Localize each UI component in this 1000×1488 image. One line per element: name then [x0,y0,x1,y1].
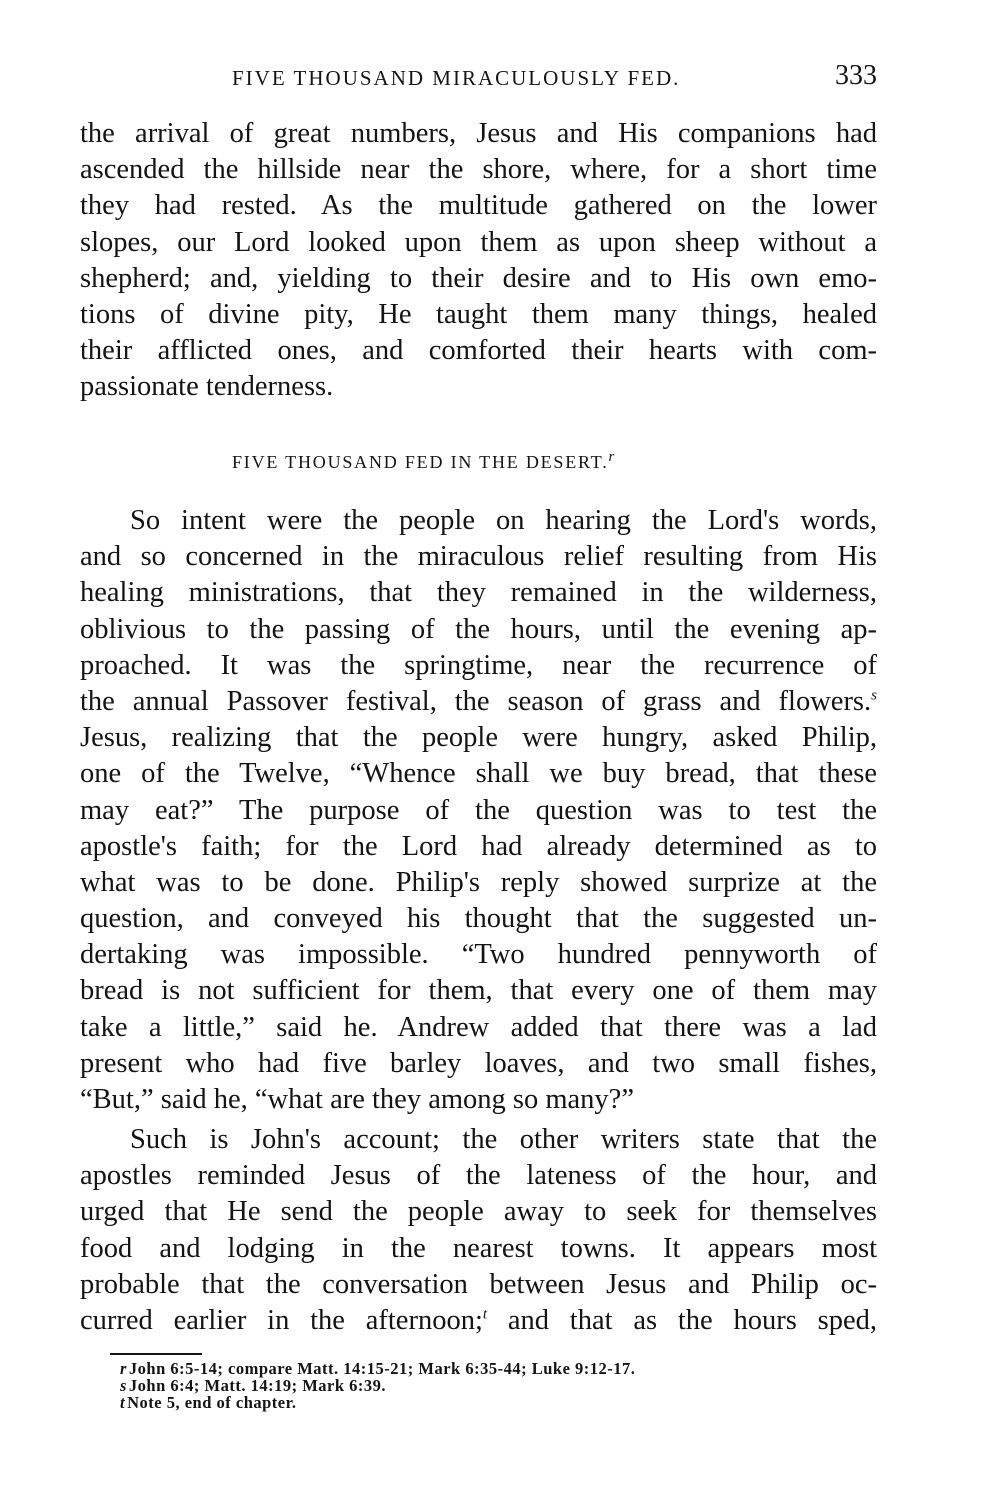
paragraph-five-thousand-fed [80,503,877,1118]
page-number: 333 [835,60,877,91]
text-line: probable that the conversation between Jesus and Philip oc- [80,1268,877,1300]
footnote-mark: t [120,1393,126,1412]
text-line: So intent were the people on hearing the Lord's words, [130,505,877,536]
footnote-marker: t [482,1306,488,1323]
running-head [232,60,877,100]
text-line: take a little,” said he. Andrew added that there was a lad [80,1011,877,1043]
text-line: “But,” said he, “what are they among so many?” [80,1084,634,1115]
text-line: shepherd; and, yielding to their desire and to His own emo- [80,262,877,294]
text-line: the arrival of great numbers, Jesus and His companions had [80,118,877,149]
text-line: they had rested. As the multitude gathered on the lower [80,190,877,222]
text-line: apostles reminded Jesus of the lateness of the hour, and [80,1160,877,1192]
footnote-rule [110,1353,202,1355]
line-text: the annual Passover festival, the season of grass and flowers. [80,685,872,717]
text-line: proached. It was the springtime, near the recurrence of [80,649,877,681]
text-line: bread is not sufficient for them, that every one of them may [80,975,877,1007]
footnote-mark: r [120,1359,127,1378]
text-line: Jesus, realizing that the people were hungry, asked Philip, [80,722,877,754]
paragraph-continuation [80,116,877,406]
text-line: Such is John's account; the other writers state that the [130,1124,877,1155]
line-text: and that as the hours sped, [507,1304,877,1336]
footnote-marker: s [871,687,877,704]
text-line: and so concerned in the miraculous relief resulting from His [80,541,877,573]
text-line: their afflicted ones, and comforted their hearts with com- [80,335,877,367]
section-heading [232,449,752,475]
text-line: question, and conveyed his thought that the suggested un- [80,903,877,935]
footnote-marker: r [608,449,617,465]
text-line [80,684,877,720]
footnote [120,1360,840,1377]
line-text: curred earlier in the afternoon; [80,1304,483,1336]
footnotes [120,1360,840,1411]
text-line: what was to be done. Philip's reply showed surprize at the [80,866,877,898]
running-title: FIVE THOUSAND MIRACULOUSLY FED. [232,66,681,90]
text-line: present who had five barley loaves, and two small fishes, [80,1047,877,1079]
footnote-text: John 6:4; Matt. 14:19; Mark 6:39. [128,1376,387,1395]
section-heading-text: FIVE THOUSAND FED IN THE DESERT. [232,452,609,472]
footnote-text: John 6:5-14; compare Matt. 14:15-21; Mark 6:35-44; Luke 9:12-17. [128,1359,636,1378]
text-line: food and lodging in the nearest towns. It appears most [80,1232,877,1264]
text-line: slopes, our Lord looked upon them as upon sheep without a [80,226,877,258]
text-line [80,1303,877,1339]
text-line: dertaking was impossible. “Two hundred pennyworth of [80,939,877,971]
text-line: passionate tenderness. [80,371,334,403]
text-line: tions of divine pity, He taught them many things, healed [80,298,877,330]
footnote-text: Note 5, end of chapter. [127,1393,297,1412]
footnote [120,1377,840,1394]
footnote [120,1394,840,1411]
text-line: oblivious to the passing of the hours, until the evening ap- [80,613,877,645]
text-line: may eat?” The purpose of the question was to test the [80,794,877,826]
footnote-mark: s [120,1376,127,1395]
paragraph-johns-account [80,1122,877,1339]
text-line: ascended the hillside near the shore, where, for a short time [80,154,877,186]
text-line: one of the Twelve, “Whence shall we buy bread, that these [80,758,877,790]
text-line: apostle's faith; for the Lord had already determined as to [80,830,877,862]
text-line: healing ministrations, that they remained in the wilderness, [80,577,877,609]
text-line: urged that He send the people away to seek for themselves [80,1196,877,1228]
